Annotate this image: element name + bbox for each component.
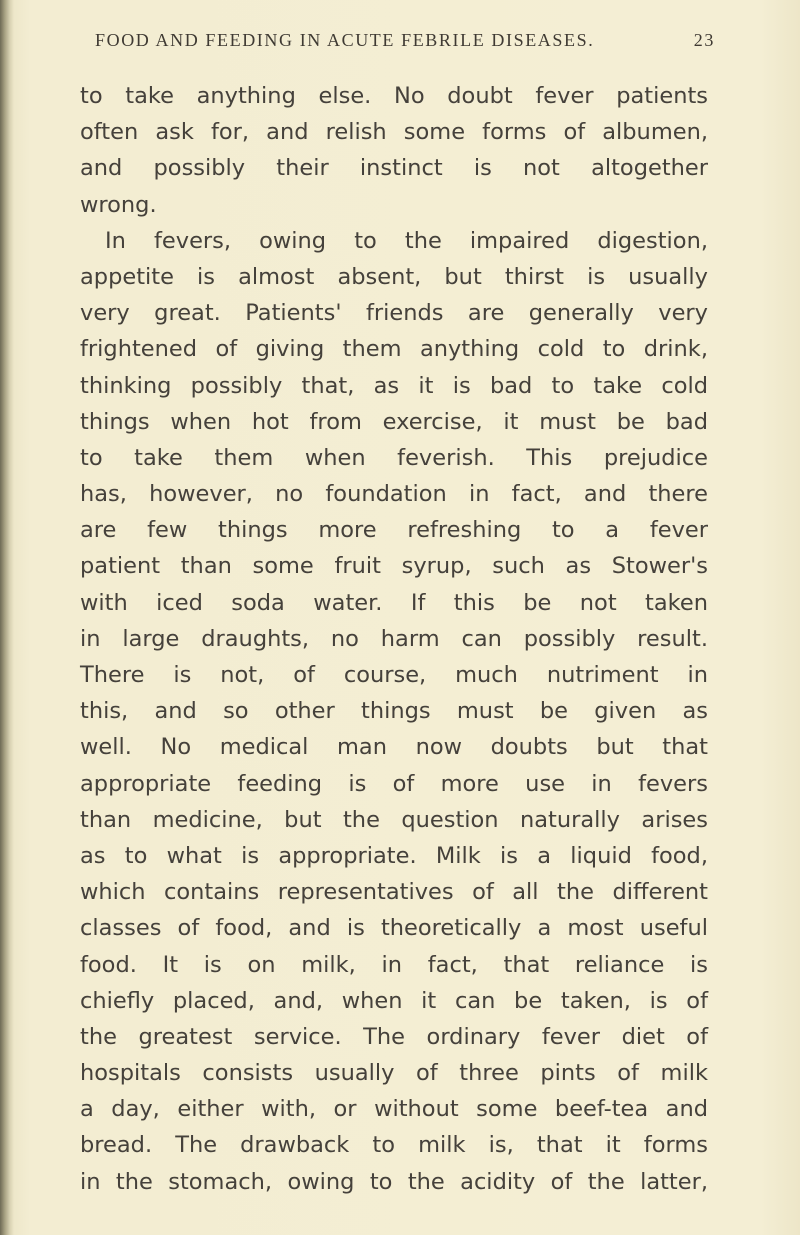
text-line: are few things more refreshing to a fever: [80, 517, 708, 544]
paragraph-start-line: In fevers, owing to the impaired digestion,: [105, 227, 708, 254]
text-line: with iced soda water. If this be not taken: [80, 589, 708, 616]
text-line: as to what is appropriate. Milk is a liquid food,: [80, 842, 708, 869]
text-line: things when hot from exercise, it must be bad: [80, 408, 708, 435]
text-line: well. No medical man now doubts but that: [80, 734, 708, 761]
text-line: often ask for, and relish some forms of albumen,: [80, 119, 708, 146]
text-line: and possibly their instinct is not altogether: [80, 155, 708, 182]
text-line: hospitals consists usually of three pints of milk: [80, 1060, 708, 1087]
text-line: which contains representatives of all the different: [80, 879, 708, 906]
text-line: to take them when feverish. This prejudice: [80, 444, 708, 471]
text-line: in the stomach, owing to the acidity of the latter,: [80, 1168, 708, 1195]
text-line: appropriate feeding is of more use in fevers: [80, 770, 708, 797]
text-line: bread. The drawback to milk is, that it forms: [80, 1132, 708, 1159]
text-line: very great. Patients' friends are generally very: [80, 300, 708, 327]
text-line: frightened of giving them anything cold to drink,: [80, 336, 708, 363]
text-line: food. It is on milk, in fact, that reliance is: [80, 951, 708, 978]
text-line: chiefly placed, and, when it can be taken, is of: [80, 987, 708, 1014]
text-line: has, however, no foundation in fact, and there: [80, 481, 708, 508]
text-line: thinking possibly that, as it is bad to take cold: [80, 372, 708, 399]
text-line: classes of food, and is theoretically a most useful: [80, 915, 708, 942]
text-line: the greatest service. The ordinary fever diet of: [80, 1023, 708, 1050]
text-line: to take anything else. No doubt fever patients: [80, 83, 708, 109]
text-line: a day, either with, or without some beef-tea and: [80, 1096, 708, 1123]
running-header: [95, 30, 715, 51]
text-line: patient than some fruit syrup, such as Stower's: [80, 553, 708, 580]
text-line: There is not, of course, much nutriment in: [80, 662, 708, 688]
page-gutter-shadow: [0, 0, 14, 1235]
text-line: than medicine, but the question naturally arises: [80, 806, 708, 833]
text-line: appetite is almost absent, but thirst is usually: [80, 263, 708, 290]
text-line: this, and so other things must be given as: [80, 698, 708, 725]
text-line: in large draughts, no harm can possibly result.: [80, 625, 708, 652]
body-text: [80, 78, 708, 1200]
page-number: 23: [693, 30, 715, 50]
text-line: wrong.: [80, 191, 157, 218]
running-title: FOOD AND FEEDING IN ACUTE FEBRILE DISEASES.: [95, 30, 595, 50]
